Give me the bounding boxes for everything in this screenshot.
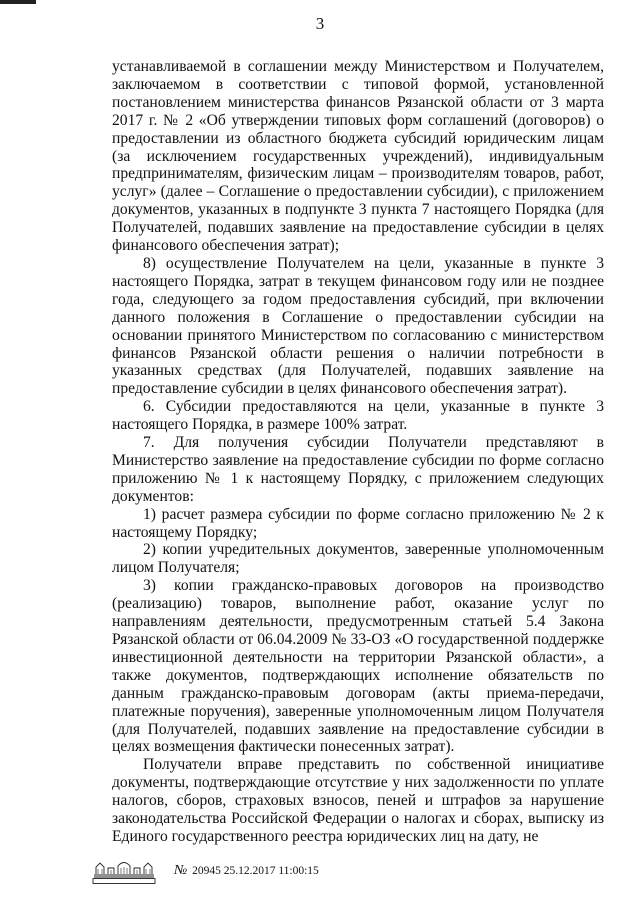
scan-edge-mark (0, 0, 36, 4)
paragraph-section-7: 7. Для получения субсидии Получатели представляют в Министерство заявление на предоставление субсидии по форме согласно приложению № 1 к настоящему Порядку, с приложением следующих документов: (112, 434, 604, 505)
government-logo-icon (92, 858, 156, 884)
paragraph-section-6: 6. Субсидии предоставляются на цели, указанные в пункте 3 настоящего Порядка, в размере 100% затрат. (112, 398, 604, 434)
number-sign: № (174, 863, 188, 878)
paragraph-doc-item-2: 2) копии учредительных документов, заверенные уполномоченным лицом Получателя; (112, 541, 604, 577)
registration-stamp (174, 863, 319, 879)
document-body (112, 58, 604, 846)
footer (92, 858, 492, 886)
paragraph-item-8: 8) осуществление Получателем на цели, указанные в пункте 3 настоящего Порядка, затрат в текущем финансовом году или не позднее года, следующего за годом предоставления субсидий, при включении данного положения в Соглашение о предоставлении субсидии на основании принятого Министерством по согласованию с министерством финансов Рязанской области решения о наличии потребности в указанных средствах (для Получателей, подавших заявление на предоставление субсидии в целях финансового обеспечения затрат). (112, 254, 604, 398)
paragraph-continuation: устанавливаемой в соглашении между Министерством и Получателем, заключаемом в соответствии с типовой формой, установленной постановлением министерства финансов Рязанской области от 3 марта 2017 г. № 2 «Об утверждении типовых форм соглашений (договоров) о предоставлении из областного бюджета субсидий юридическим лицам (за исключением государственных учреждений), индивидуальным предпринимателям, физическим лицам – производителям товаров, работ, услуг» (далее – Соглашение о предоставлении субсидии), с приложением документов, указанных в подпункте 3 пункта 7 настоящего Порядка (для Получателей, подавших заявление на предоставление субсидии в целях финансового обеспечения затрат); (112, 58, 604, 255)
paragraph-doc-item-1: 1) расчет размера субсидии по форме согласно приложению № 2 к настоящему Порядку; (112, 505, 604, 541)
page-number: 3 (315, 14, 325, 33)
registration-number-date: 20945 25.12.2017 11:00:15 (192, 865, 319, 877)
paragraph-optional-docs: Получатели вправе представить по собственной инициативе документы, подтверждающие отсутствие у них задолженности по уплате налогов, сборов, страховых взносов, пеней и штрафов за нарушение законодательства Российской Федерации о налогах и сборах, выписку из Единого государственного реестра юридических лиц на дату, не (112, 756, 604, 845)
paragraph-doc-item-3: 3) копии гражданско-правовых договоров на производство (реализацию) товаров, выполнение работ, оказание услуг по направлениям деятельности, предусмотренным статьей 5.4 Закона Рязанской области от 06.04.2009 № 33-ОЗ «О государственной поддержке инвестиционной деятельности на территории Рязанской области», а также документов, подтверждающих исполнение обязательств по данным гражданско-правовым договорам (акты приема-передачи, платежные поручения), заверенные уполномоченным лицом Получателя (для Получателей, подавших заявление на предоставление субсидии в целях возмещения фактически понесенных затрат). (112, 577, 604, 756)
